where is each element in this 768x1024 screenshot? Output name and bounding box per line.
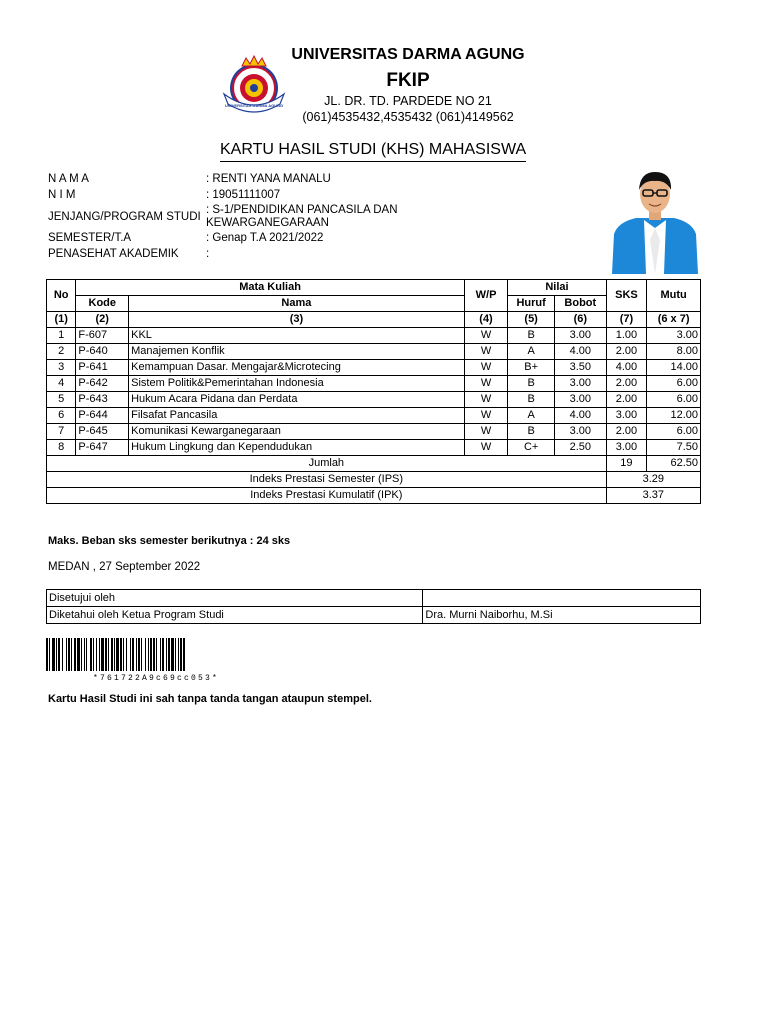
cell-mutu: 6.00: [647, 376, 701, 392]
cell-no: 1: [47, 328, 76, 344]
cell-no: 8: [47, 440, 76, 456]
cell-huruf: C+: [508, 440, 555, 456]
ips-row: [47, 472, 701, 488]
table-row: [47, 360, 701, 376]
faculty-name: FKIP: [386, 70, 430, 91]
header-mata-kuliah: Mata Kuliah: [76, 280, 464, 296]
barcode-bar: [108, 638, 109, 671]
barcode-bar: [123, 638, 124, 671]
cell-bobot: 3.00: [554, 424, 606, 440]
barcode-bar: [148, 638, 149, 671]
cell-nama: Sistem Politik&Pemerintahan Indonesia: [129, 376, 465, 392]
total-mutu: 62.50: [647, 456, 701, 472]
barcode-bar: [105, 638, 107, 671]
barcode-bar: [120, 638, 122, 671]
table-row: [47, 344, 701, 360]
cell-bobot: 4.00: [554, 344, 606, 360]
cell-sks: 1.00: [606, 328, 647, 344]
barcode-bar: [111, 638, 113, 671]
header-nilai: Nilai: [508, 280, 606, 296]
cell-huruf: B: [508, 328, 555, 344]
barcode: [46, 638, 266, 682]
cell-kode: P-645: [76, 424, 129, 440]
grade-rows: [47, 328, 701, 456]
barcode-bar: [160, 638, 161, 671]
university-address: [230, 93, 586, 125]
cell-kode: P-642: [76, 376, 129, 392]
num-col-6: (6): [554, 312, 606, 328]
barcode-bar: [138, 638, 140, 671]
barcode-bar: [178, 638, 179, 671]
place-date: MEDAN , 27 September 2022: [48, 561, 201, 573]
cell-sks: 3.00: [606, 440, 647, 456]
name-label: N A M A: [48, 173, 89, 185]
cell-bobot: 3.00: [554, 328, 606, 344]
cell-no: 4: [47, 376, 76, 392]
cell-nama: Kemampuan Dasar. Mengajar&Microtecing: [129, 360, 465, 376]
cell-kode: P-640: [76, 344, 129, 360]
cell-bobot: 3.00: [554, 392, 606, 408]
info-row-semester: [48, 231, 416, 246]
barcode-bar: [46, 638, 48, 671]
cell-kode: P-644: [76, 408, 129, 424]
barcode-bar: [71, 638, 72, 671]
cell-sks: 2.00: [606, 376, 647, 392]
barcode-bar: [66, 638, 67, 671]
cell-bobot: 3.50: [554, 360, 606, 376]
cell-wp: W: [464, 344, 508, 360]
barcode-bar: [90, 638, 92, 671]
barcode-bar: [180, 638, 182, 671]
cell-huruf: B: [508, 424, 555, 440]
barcode-bar: [153, 638, 155, 671]
header-bobot: Bobot: [554, 296, 606, 312]
barcode-bar: [156, 638, 157, 671]
cell-nama: KKL: [129, 328, 465, 344]
approved-value: [423, 590, 701, 607]
barcode-bar: [175, 638, 176, 671]
cell-huruf: A: [508, 344, 555, 360]
barcode-bar: [74, 638, 76, 671]
barcode-bar: [84, 638, 85, 671]
advisor-label: PENASEHAT AKADEMIK: [48, 248, 179, 260]
cell-kode: P-643: [76, 392, 129, 408]
info-row-advisor: [48, 247, 416, 262]
cell-nama: Filsafat Pancasila: [129, 408, 465, 424]
num-col-1: (1): [47, 312, 76, 328]
phone-line: (061)4535432,4535432 (061)4149562: [302, 110, 514, 124]
cell-sks: 2.00: [606, 424, 647, 440]
cell-kode: F-607: [76, 328, 129, 344]
header-sks: SKS: [606, 280, 647, 312]
barcode-bar: [68, 638, 70, 671]
cell-kode: P-647: [76, 440, 129, 456]
cell-no: 5: [47, 392, 76, 408]
nim-label: N I M: [48, 189, 76, 201]
semester-value: : Genap T.A 2021/2022: [206, 232, 324, 244]
barcode-bar: [116, 638, 119, 671]
cell-wp: W: [464, 440, 508, 456]
semester-label: SEMESTER/T.A: [48, 232, 132, 244]
barcode-bar: [130, 638, 131, 671]
barcode-bar: [114, 638, 115, 671]
cell-wp: W: [464, 376, 508, 392]
ipk-label: Indeks Prestasi Kumulatif (IPK): [47, 488, 607, 504]
name-value: : RENTI YANA MANALU: [206, 173, 331, 185]
approval-table: [46, 589, 701, 624]
num-col-4: (4): [464, 312, 508, 328]
barcode-bar: [162, 638, 164, 671]
table-row: [47, 440, 701, 456]
max-load-note: Maks. Beban sks semester berikutnya : 24 sks: [48, 535, 291, 547]
cell-sks: 2.00: [606, 392, 647, 408]
nim-value: : 19051111007: [206, 189, 281, 201]
header-no: No: [47, 280, 76, 312]
num-col-5: (5): [508, 312, 555, 328]
barcode-bar: [96, 638, 97, 671]
logo-ribbon-text: UNIVERSITAS DARMA AGUNG: [224, 103, 284, 108]
cell-sks: 2.00: [606, 344, 647, 360]
cell-mutu: 7.50: [647, 440, 701, 456]
barcode-bar: [145, 638, 146, 671]
known-label: Diketahui oleh Ketua Program Studi: [47, 607, 423, 624]
cell-wp: W: [464, 360, 508, 376]
header-kode: Kode: [76, 296, 129, 312]
barcode-bar: [58, 638, 60, 671]
header-mutu: Mutu: [647, 280, 701, 312]
info-row-name: [48, 172, 416, 187]
barcode-bar: [150, 638, 152, 671]
barcode-bar: [52, 638, 55, 671]
cell-mutu: 14.00: [647, 360, 701, 376]
total-label: Jumlah: [47, 456, 607, 472]
university-name: UNIVERSITAS DARMA AGUNG: [291, 46, 525, 63]
address-line: JL. DR. TD. PARDEDE NO 21: [324, 94, 492, 108]
header-huruf: Huruf: [508, 296, 555, 312]
table-header-row: [47, 280, 701, 296]
barcode-bar: [141, 638, 142, 671]
barcode-bar: [126, 638, 127, 671]
num-col-7: (7): [606, 312, 647, 328]
cell-bobot: 3.00: [554, 376, 606, 392]
cell-mutu: 12.00: [647, 408, 701, 424]
cell-no: 7: [47, 424, 76, 440]
barcode-bar: [81, 638, 82, 671]
validity-note: Kartu Hasil Studi ini sah tanpa tanda tangan ataupun stempel.: [48, 693, 372, 705]
cell-bobot: 4.00: [554, 408, 606, 424]
cell-huruf: B: [508, 392, 555, 408]
barcode-bar: [62, 638, 63, 671]
cell-no: 2: [47, 344, 76, 360]
barcode-bar: [77, 638, 80, 671]
cell-nama: Manajemen Konflik: [129, 344, 465, 360]
ipk-value: 3.37: [606, 488, 700, 504]
cell-kode: P-641: [76, 360, 129, 376]
cell-mutu: 6.00: [647, 392, 701, 408]
document-title: KARTU HASIL STUDI (KHS) MAHASISWA: [220, 141, 526, 162]
header-nama: Nama: [129, 296, 465, 312]
num-col-8: (6 x 7): [647, 312, 701, 328]
cell-sks: 3.00: [606, 408, 647, 424]
barcode-bar: [166, 638, 167, 671]
barcode-bar: [56, 638, 57, 671]
num-col-3: (3): [129, 312, 465, 328]
barcode-bar: [93, 638, 94, 671]
barcode-text: *761722A9c69cc053*: [92, 674, 220, 682]
cell-wp: W: [464, 424, 508, 440]
ipk-row: [47, 488, 701, 504]
ips-label: Indeks Prestasi Semester (IPS): [47, 472, 607, 488]
info-row-program: [48, 204, 416, 230]
cell-nama: Hukum Lingkung dan Kependudukan: [129, 440, 465, 456]
cell-huruf: B+: [508, 360, 555, 376]
cell-bobot: 2.50: [554, 440, 606, 456]
num-col-2: (2): [76, 312, 129, 328]
student-info: [48, 172, 416, 263]
cell-mutu: 3.00: [647, 328, 701, 344]
cell-huruf: B: [508, 376, 555, 392]
table-subheader-row: [47, 296, 701, 312]
cell-wp: W: [464, 328, 508, 344]
total-row: [47, 456, 701, 472]
approved-label: Disetujui oleh: [47, 590, 423, 607]
approval-row-2: [47, 607, 701, 624]
cell-no: 6: [47, 408, 76, 424]
barcode-bar: [136, 638, 137, 671]
cell-no: 3: [47, 360, 76, 376]
table-row: [47, 376, 701, 392]
grades-table: [46, 279, 701, 504]
table-row: [47, 328, 701, 344]
barcode-bar: [86, 638, 87, 671]
table-numbering-row: [47, 312, 701, 328]
barcode-bar: [171, 638, 174, 671]
barcode-bar: [168, 638, 170, 671]
barcode-bar: [183, 638, 185, 671]
cell-wp: W: [464, 408, 508, 424]
cell-mutu: 6.00: [647, 424, 701, 440]
ips-value: 3.29: [606, 472, 700, 488]
header-wp: W/P: [464, 280, 508, 312]
cell-huruf: A: [508, 408, 555, 424]
barcode-bar: [101, 638, 104, 671]
cell-nama: Komunikasi Kewarganegaraan: [129, 424, 465, 440]
barcode-bar: [99, 638, 100, 671]
approval-row-1: [47, 590, 701, 607]
barcode-bar: [132, 638, 134, 671]
info-row-nim: [48, 188, 416, 203]
table-row: [47, 392, 701, 408]
barcode-bars: [46, 638, 185, 671]
table-row: [47, 424, 701, 440]
cell-mutu: 8.00: [647, 344, 701, 360]
program-value: : S-1/PENDIDIKAN PANCASILA DAN KEWARGANEGARAAN: [206, 204, 398, 229]
known-value: Dra. Murni Naiborhu, M.Si: [423, 607, 701, 624]
cell-sks: 4.00: [606, 360, 647, 376]
barcode-bar: [49, 638, 50, 671]
program-label: JENJANG/PROGRAM STUDI: [48, 210, 201, 223]
student-photo: [610, 166, 700, 274]
table-row: [47, 408, 701, 424]
cell-nama: Hukum Acara Pidana dan Perdata: [129, 392, 465, 408]
total-sks: 19: [606, 456, 647, 472]
advisor-value: :: [206, 248, 210, 260]
cell-wp: W: [464, 392, 508, 408]
